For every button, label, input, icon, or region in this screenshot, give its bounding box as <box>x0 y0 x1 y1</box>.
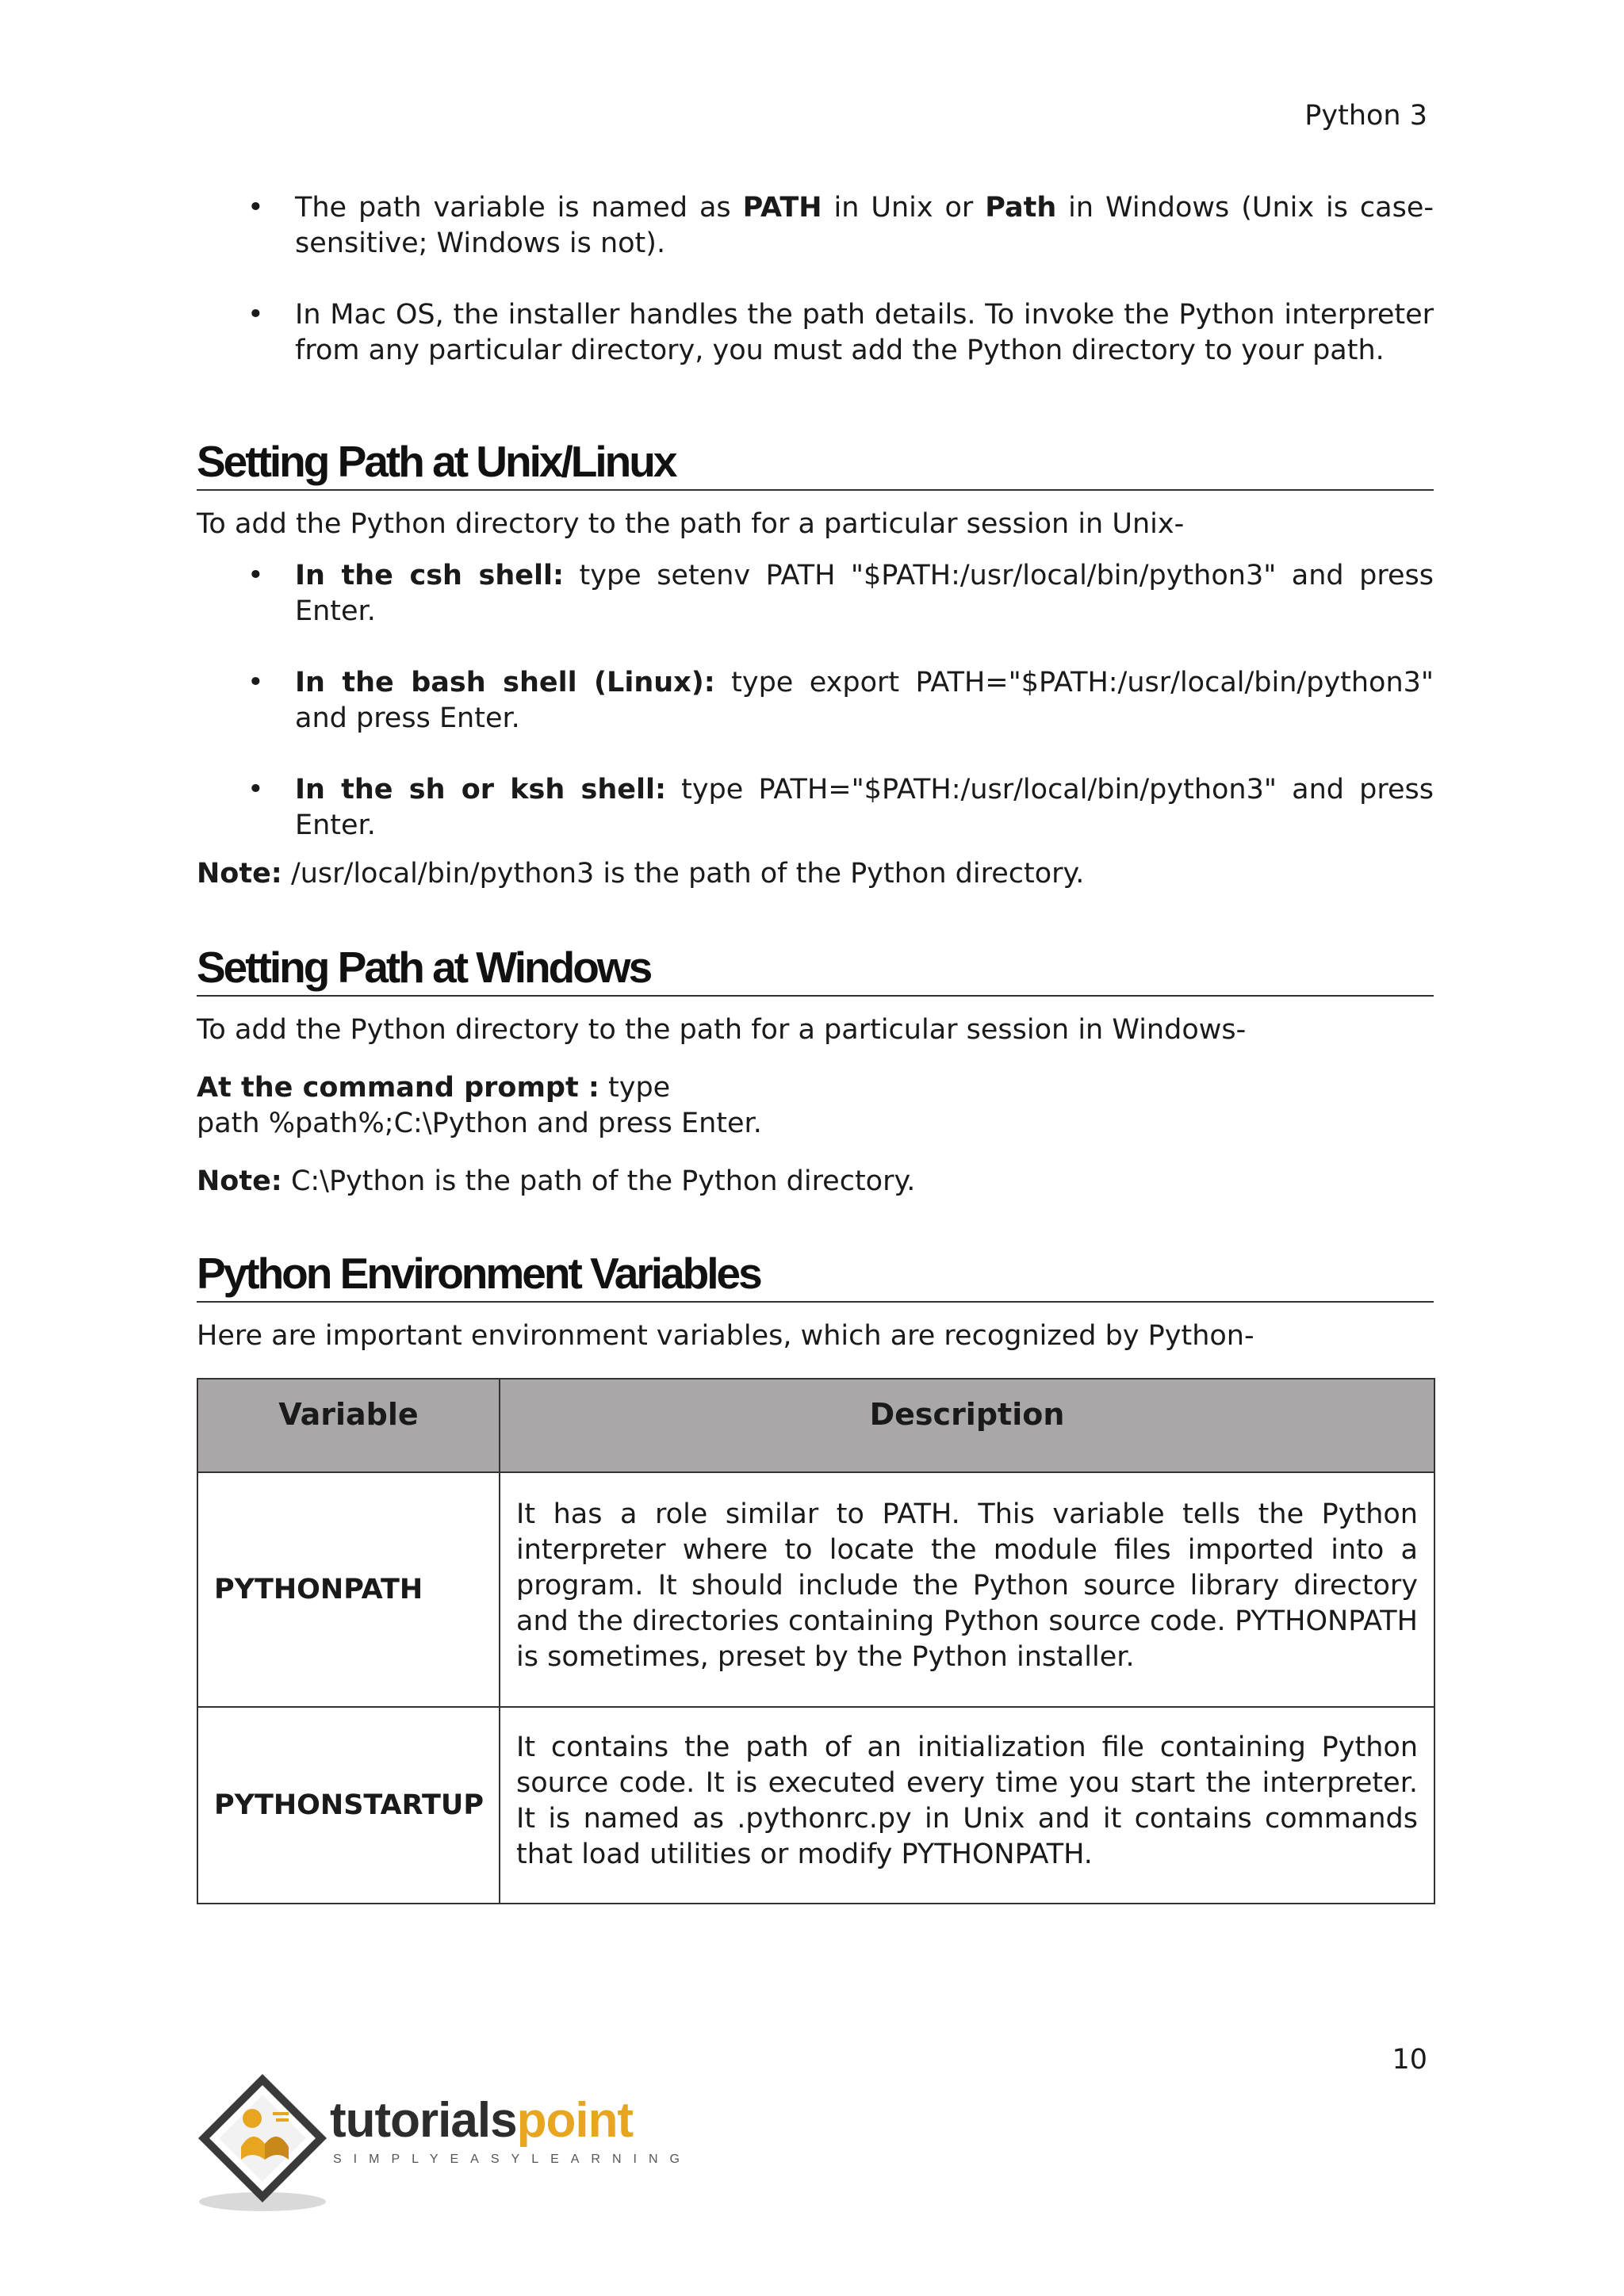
environment-intro: Here are important environment variables, which are recognized by Python- <box>197 1320 1254 1352</box>
variable-cell: PYTHONSTARTUP <box>197 1707 500 1904</box>
bullet-dot-icon: • <box>247 192 264 224</box>
unix-bullet-list <box>197 558 1434 844</box>
running-header: Python 3 <box>1304 100 1427 132</box>
section-heading-unix: Setting Path at Unix/Linux <box>197 434 1434 491</box>
environment-variables-table <box>197 1378 1435 1904</box>
list-item: • In the bash shell (Linux): type export PATH="$PATH:/usr/local/bin/python3" and press Enter. <box>247 667 1434 734</box>
description-cell: It contains the path of an initialization file containing Python source code. It is executed every time you start the interpreter. It is named as .pythonrc.py in Unix and it contains commands that load utilities or modify PYTHONPATH. <box>500 1707 1434 1904</box>
section-heading-environment: Python Environment Variables <box>197 1246 1434 1303</box>
list-item: • In the csh shell: type setenv PATH "$PATH:/usr/local/bin/python3" and press Enter. <box>247 560 1434 627</box>
bullet-dot-icon: • <box>247 299 264 331</box>
table-row <box>197 1707 1434 1904</box>
tutorialspoint-logo <box>195 2071 691 2214</box>
description-cell: It has a role similar to PATH. This variable tells the Python interpreter where to locate the module files imported into a program. It should include the Python source library directory and the directories containing Python source code. PYTHONPATH is sometimes, preset by the Python installer. <box>500 1472 1434 1707</box>
intro-bullet-list <box>197 190 1434 369</box>
column-header-variable: Variable <box>197 1379 500 1472</box>
windows-intro: To add the Python directory to the path for a particular session in Windows- <box>197 1014 1247 1046</box>
table-header-row <box>197 1379 1434 1472</box>
list-item: • In Mac OS, the installer handles the path details. To invoke the Python interpreter from any particular directory, you must add the Python directory to your path. <box>247 299 1434 366</box>
bullet-dot-icon: • <box>247 667 264 698</box>
list-item: • In the sh or ksh shell: type PATH="$PATH:/usr/local/bin/python3" and press Enter. <box>247 774 1434 841</box>
bullet-dot-icon: • <box>247 560 264 591</box>
logo-tagline: SIMPLYEASYLEARNING <box>333 2152 691 2166</box>
unix-note: Note: /usr/local/bin/python3 is the path of the Python directory. <box>197 858 1085 890</box>
page-content <box>197 190 1434 1904</box>
column-header-description: Description <box>500 1379 1434 1472</box>
bullet-dot-icon: • <box>247 774 264 806</box>
page-number: 10 <box>1392 2044 1427 2076</box>
windows-prompt: At the command prompt : type path %path%;C:\Python and press Enter. <box>197 1072 762 1139</box>
section-heading-windows: Setting Path at Windows <box>197 939 1434 997</box>
unix-intro: To add the Python directory to the path for a particular session in Unix- <box>197 508 1185 540</box>
list-item: • The path variable is named as PATH in Unix or Path in Windows (Unix is case-sensitive; Windows is not). <box>247 192 1434 259</box>
logo-wordmark: tutorialspoint <box>330 2093 634 2148</box>
logo-diamond-icon <box>195 2071 330 2214</box>
table-row <box>197 1472 1434 1707</box>
windows-note: Note: C:\Python is the path of the Python directory. <box>197 1165 916 1197</box>
variable-cell: PYTHONPATH <box>197 1472 500 1707</box>
